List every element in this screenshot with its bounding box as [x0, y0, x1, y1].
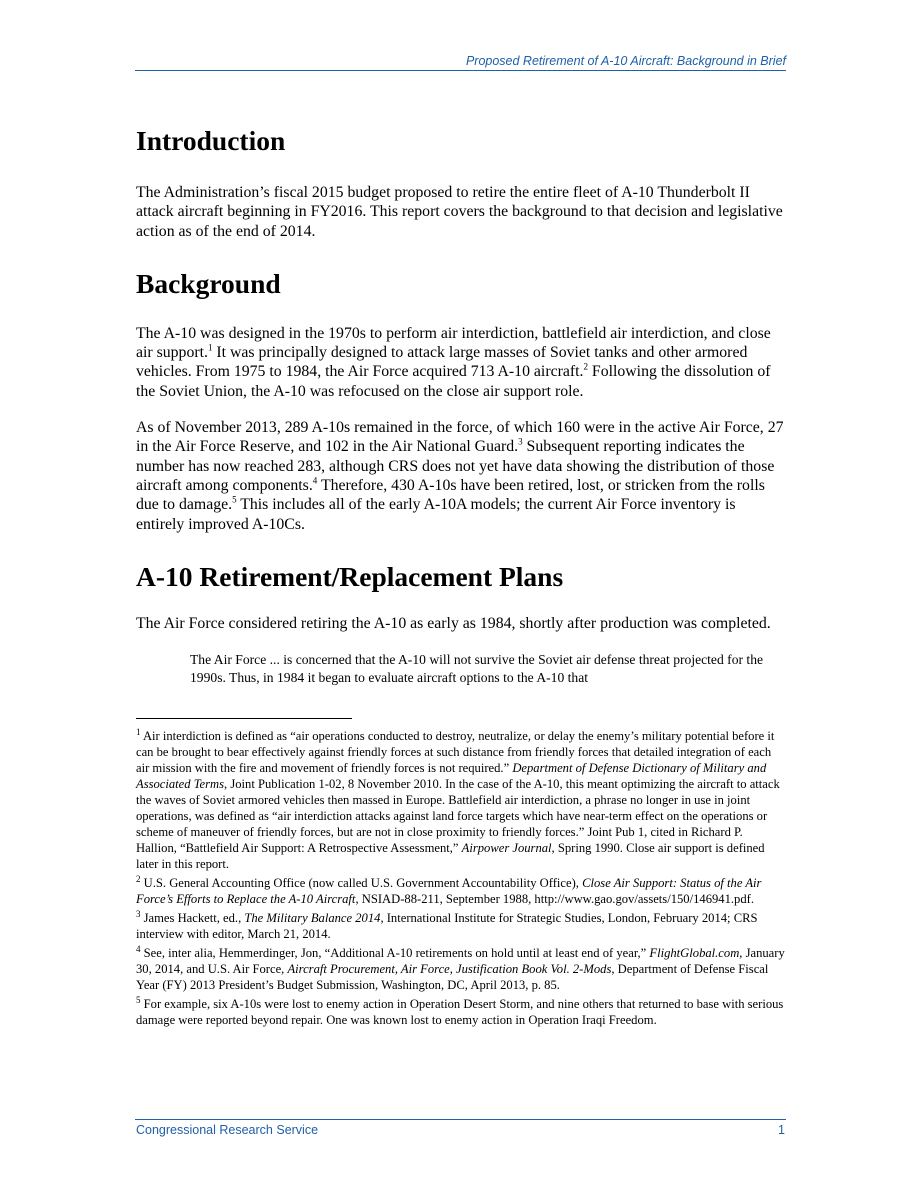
background-paragraph-1: The A-10 was designed in the 1970s to perform air interdiction, battlefield air interdiction, and close air support.$^1$ It was principally designed to attack large masses of Soviet tanks and other armored vehicles. From 1975 to 1984, the Air Force acquired 713 A-10 aircraft.$^2$ Following the dissolution of the Soviet Union, the A-10 was refocused on the close air support role.	[136, 324, 771, 400]
footer-rule	[135, 1119, 786, 1120]
footnote-1: $^1$ Air interdiction is defined as “air operations conducted to destroy, neutralize, or delay the enemy’s military potential before it can be brought to bear effectively against friendly forces at such distance from friendly forces that detailed integration of each air mission with the fire and movement of friendly forces is not required.” Department of Defense Dictionary of Military and Associated Terms, Joint Publication 1-02, 8 November 2010. In the case of the A-10, this meant optimizing the aircraft to attack the waves of Soviet armored vehicles then massed in Europe. Battlefield air interdiction, a phrase no longer in use in joint operations, was defined as “air interdiction attacks against land force targets which have near-term effect on the operations or scheme of maneuver of friendly forces, but are not in close proximity to friendly forces.” Joint Pub 1, cited in Richard P. Hallion, “Battlefield Air Support: A Retrospective Assessment,” Airpower Journal, Spring 1990. Close air support is defined later in this report.	[136, 726, 780, 871]
footer-publisher: Congressional Research Service	[136, 1123, 319, 1137]
heading-retirement-plans: A-10 Retirement/Replacement Plans	[136, 560, 564, 592]
heading-background: Background	[136, 267, 281, 299]
footnote-ref-2[interactable]: 2	[583, 362, 588, 373]
footnote-3: $^3$ James Hackett, ed., The Military Balance 2014, International Institute for Strategic Studies, London, February 2014; CRS interview with editor, March 21, 2014.	[136, 908, 758, 941]
running-header: Proposed Retirement of A-10 Aircraft: Background in Brief	[465, 54, 786, 68]
background-paragraph-2: As of November 2013, 289 A-10s remained in the force, of which 160 were in the active Air Force, 27 in the Air Force Reserve, and 102 in the Air National Guard.$^3$ Subsequent reporting indicates the number has now reached 283, although CRS does not yet have data showing the distribution of those aircraft among components.$^4$ Therefore, 430 A-10s have been retired, lost, or stricken from the rolls due to damage.$^5$ This includes all of the early A-10A models; the current Air Force inventory is entirely improved A-10Cs.	[136, 419, 784, 533]
footnote-ref-3[interactable]: 3	[518, 437, 523, 448]
footnote-separator	[136, 718, 352, 719]
footnote-ref-4[interactable]: 4	[312, 475, 318, 486]
plans-paragraph: The Air Force considered retiring the A-10 as early as 1984, shortly after production was completed.	[136, 614, 771, 632]
block-quote: The Air Force ... is concerned that the A-10 will not survive the Soviet air defense threat projected for the 1990s. Thus, in 1984 it began to evaluate aircraft options to the A-10 that	[190, 652, 764, 686]
footnotes	[136, 728, 786, 1031]
footnote-5: $^5$ For example, six A-10s were lost to enemy action in Operation Desert Storm, and nine others that returned to base with serious damage were reported beyond repair. One was known lost to enemy action in Operation Iraqi Freedom.	[136, 994, 784, 1027]
footer-page-number: 1	[778, 1123, 785, 1137]
footnote-ref-5[interactable]: 5	[232, 495, 237, 505]
footnote-4: $^4$ See, inter alia, Hemmerdinger, Jon, “Additional A-10 retirements on hold until at least end of year,” FlightGlobal.com, January 30, 2014, and U.S. Air Force, Aircraft Procurement, Air Force, Justification Book Vol. 2-Mods, Department of Defense Fiscal Year (FY) 2013 President’s Budget Submission, Washington, DC, April 2013, p. 85.	[136, 943, 785, 992]
main-content	[136, 122, 786, 687]
footnote-2: $^2$ U.S. General Accounting Office (now called U.S. Government Accountability Office), Close Air Support: Status of the Air Force’s Efforts to Replace the A-10 Aircraft, NSIAD-88-211, September 1988, http://www.gao.gov/assets/150/146941.pdf.	[136, 873, 762, 906]
footnote-ref-1[interactable]: 1	[207, 342, 213, 353]
header-rule	[135, 70, 786, 71]
heading-introduction: Introduction	[136, 125, 286, 156]
intro-paragraph: The Administration’s fiscal 2015 budget proposed to retire the entire fleet of A-10 Thunderbolt II attack aircraft beginning in FY2016. This report covers the background to that decision and legislative action as of the end of 2014.	[136, 184, 783, 240]
